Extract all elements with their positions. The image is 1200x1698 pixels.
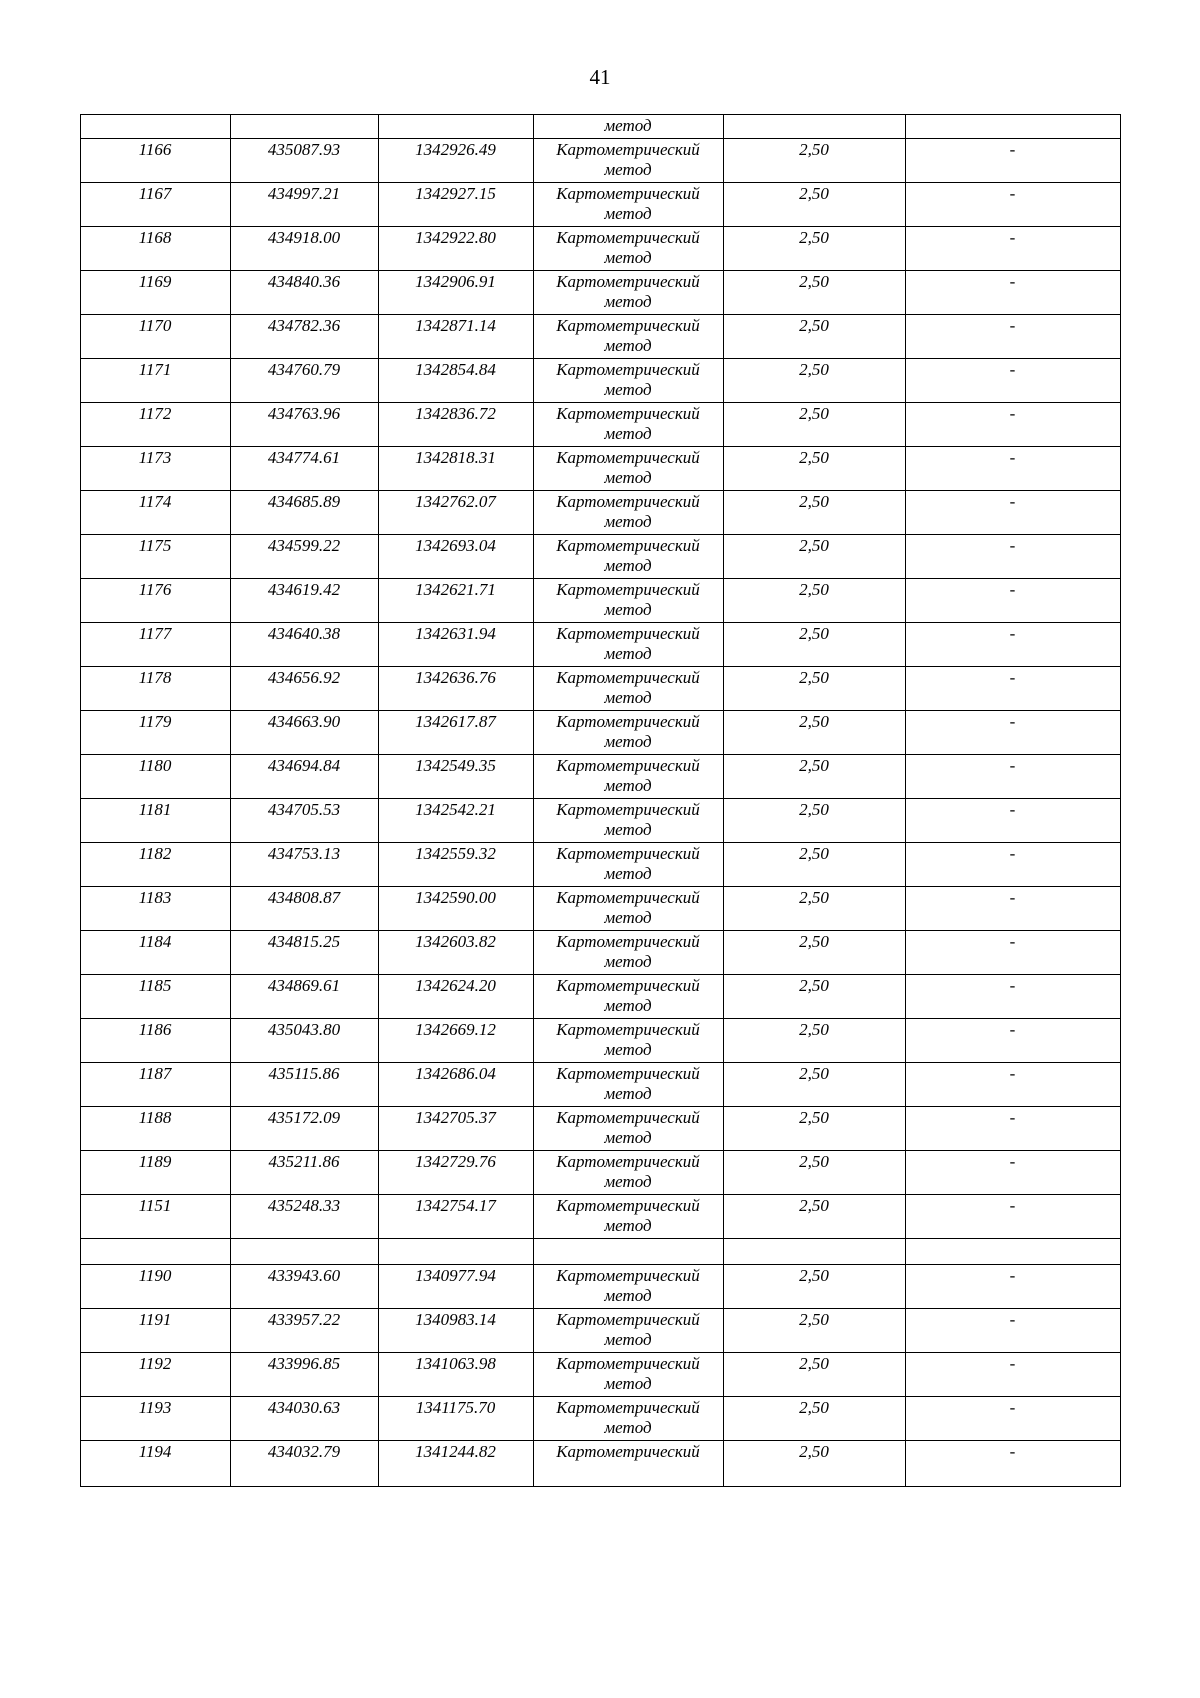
cell-coordinate-x: 435087.93 [230, 139, 378, 183]
cell-coordinate-x: 434685.89 [230, 491, 378, 535]
cell-coordinate-y: 1341175.70 [378, 1397, 533, 1441]
cell-coordinate-x: 434705.53 [230, 799, 378, 843]
cell-accuracy: 2,50 [723, 491, 905, 535]
cell-note: - [905, 711, 1120, 755]
point-row-1172 [80, 403, 1120, 447]
point-row-1186 [80, 1019, 1120, 1063]
cell-point-number: 1186 [80, 1019, 230, 1063]
cell-note: - [905, 755, 1120, 799]
cell-coordinate-y [378, 1239, 533, 1265]
cell-coordinate-y: 1342590.00 [378, 887, 533, 931]
cell-coordinate-y: 1342542.21 [378, 799, 533, 843]
cell-point-number: 1193 [80, 1397, 230, 1441]
cell-coordinate-y: 1342922.80 [378, 227, 533, 271]
point-row-1192 [80, 1353, 1120, 1397]
cell-note: - [905, 1063, 1120, 1107]
cell-accuracy: 2,50 [723, 1353, 905, 1397]
cell-point-number: 1181 [80, 799, 230, 843]
cell-coordinate-y: 1342926.49 [378, 139, 533, 183]
point-row-1169 [80, 271, 1120, 315]
cell-note: - [905, 315, 1120, 359]
cell-note: - [905, 139, 1120, 183]
cell-coordinate-y: 1340983.14 [378, 1309, 533, 1353]
cell-method: Картометрический [533, 1441, 723, 1487]
cell-coordinate-x: 434815.25 [230, 931, 378, 975]
cell-coordinate-x: 433957.22 [230, 1309, 378, 1353]
cell-coordinate-y: 1342617.87 [378, 711, 533, 755]
point-row-1177 [80, 623, 1120, 667]
cell-coordinate-x: 435211.86 [230, 1151, 378, 1195]
cell-point-number: 1183 [80, 887, 230, 931]
point-row-1170 [80, 315, 1120, 359]
point-row-1193 [80, 1397, 1120, 1441]
cell-coordinate-y: 1342729.76 [378, 1151, 533, 1195]
cell-point-number: 1176 [80, 579, 230, 623]
cell-note: - [905, 1151, 1120, 1195]
cell-method: Картометрический метод [533, 843, 723, 887]
cell-note: - [905, 623, 1120, 667]
cell-point-number: 1174 [80, 491, 230, 535]
cell-point-number: 1192 [80, 1353, 230, 1397]
point-row-1173 [80, 447, 1120, 491]
cell-accuracy: 2,50 [723, 1309, 905, 1353]
cell-coordinate-x: 434694.84 [230, 755, 378, 799]
cell-coordinate-y: 1342549.35 [378, 755, 533, 799]
point-row-1171 [80, 359, 1120, 403]
cell-method [533, 1239, 723, 1265]
cell-point-number: 1182 [80, 843, 230, 887]
point-row-1176 [80, 579, 1120, 623]
cell-accuracy: 2,50 [723, 931, 905, 975]
cell-accuracy: 2,50 [723, 1195, 905, 1239]
cell-coordinate-x: 435115.86 [230, 1063, 378, 1107]
cell-note [905, 1239, 1120, 1265]
cell-point-number: 1177 [80, 623, 230, 667]
cell-coordinate-y: 1341244.82 [378, 1441, 533, 1487]
cell-accuracy: 2,50 [723, 359, 905, 403]
cell-coordinate-y: 1342906.91 [378, 271, 533, 315]
point-row-1194 [80, 1441, 1120, 1487]
cell-method: Картометрический метод [533, 183, 723, 227]
cell-accuracy: 2,50 [723, 1107, 905, 1151]
point-row-1187 [80, 1063, 1120, 1107]
point-row-1191 [80, 1309, 1120, 1353]
cell-method: Картометрический метод [533, 491, 723, 535]
cell-method: метод [533, 115, 723, 139]
cell-method: Картометрический метод [533, 711, 723, 755]
cell-coordinate-x: 434869.61 [230, 975, 378, 1019]
cell-point-number: 1178 [80, 667, 230, 711]
cell-note: - [905, 271, 1120, 315]
point-row-1175 [80, 535, 1120, 579]
cell-note: - [905, 359, 1120, 403]
cell-coordinate-x: 434997.21 [230, 183, 378, 227]
cell-coordinate-y: 1342927.15 [378, 183, 533, 227]
page-number: 41 [589, 65, 611, 89]
cell-point-number: 1180 [80, 755, 230, 799]
cell-note: - [905, 1195, 1120, 1239]
cell-coordinate-y: 1342693.04 [378, 535, 533, 579]
cell-point-number: 1184 [80, 931, 230, 975]
cell-accuracy: 2,50 [723, 1265, 905, 1309]
cell-point-number: 1151 [80, 1195, 230, 1239]
cell-accuracy [723, 115, 905, 139]
point-row-1178 [80, 667, 1120, 711]
cell-note: - [905, 579, 1120, 623]
cell-coordinate-y: 1340977.94 [378, 1265, 533, 1309]
cell-method: Картометрический метод [533, 1107, 723, 1151]
cell-coordinate-y: 1342631.94 [378, 623, 533, 667]
cell-coordinate-x: 434030.63 [230, 1397, 378, 1441]
cell-accuracy: 2,50 [723, 843, 905, 887]
cell-method: Картометрический метод [533, 1309, 723, 1353]
cell-accuracy: 2,50 [723, 403, 905, 447]
cell-coordinate-x: 434032.79 [230, 1441, 378, 1487]
cell-point-number: 1172 [80, 403, 230, 447]
cell-method: Картометрический метод [533, 1063, 723, 1107]
cell-note: - [905, 1019, 1120, 1063]
cell-coordinate-x: 435248.33 [230, 1195, 378, 1239]
cell-method: Картометрический метод [533, 1195, 723, 1239]
cell-method: Картометрический метод [533, 667, 723, 711]
cell-method: Картометрический метод [533, 315, 723, 359]
cell-method: Картометрический метод [533, 1151, 723, 1195]
cell-coordinate-x: 434840.36 [230, 271, 378, 315]
cell-method: Картометрический метод [533, 887, 723, 931]
cell-point-number: 1173 [80, 447, 230, 491]
cell-coordinate-x: 435172.09 [230, 1107, 378, 1151]
cell-accuracy: 2,50 [723, 271, 905, 315]
cell-accuracy: 2,50 [723, 227, 905, 271]
cell-method: Картометрический метод [533, 579, 723, 623]
point-row-1185 [80, 975, 1120, 1019]
cell-method: Картометрический метод [533, 1353, 723, 1397]
coordinates-table [80, 114, 1121, 1487]
carryover-row [80, 115, 1120, 139]
cell-point-number: 1194 [80, 1441, 230, 1487]
cell-coordinate-y: 1342621.71 [378, 579, 533, 623]
cell-accuracy: 2,50 [723, 315, 905, 359]
cell-point-number [80, 1239, 230, 1265]
point-row-1166 [80, 139, 1120, 183]
cell-coordinate-y: 1342836.72 [378, 403, 533, 447]
cell-accuracy: 2,50 [723, 183, 905, 227]
cell-accuracy: 2,50 [723, 535, 905, 579]
cell-point-number: 1185 [80, 975, 230, 1019]
cell-method: Картометрический метод [533, 227, 723, 271]
cell-accuracy: 2,50 [723, 1441, 905, 1487]
cell-coordinate-y: 1342603.82 [378, 931, 533, 975]
cell-method: Картометрический метод [533, 271, 723, 315]
cell-coordinate-x: 434656.92 [230, 667, 378, 711]
cell-note: - [905, 843, 1120, 887]
cell-note: - [905, 667, 1120, 711]
point-row-1168 [80, 227, 1120, 271]
cell-method: Картометрический метод [533, 931, 723, 975]
cell-note: - [905, 1265, 1120, 1309]
point-row-1188 [80, 1107, 1120, 1151]
cell-point-number: 1189 [80, 1151, 230, 1195]
cell-coordinate-x: 434774.61 [230, 447, 378, 491]
cell-method: Картометрический метод [533, 403, 723, 447]
cell-coordinate-x: 433996.85 [230, 1353, 378, 1397]
cell-note: - [905, 227, 1120, 271]
cell-coordinate-y: 1342871.14 [378, 315, 533, 359]
cell-coordinate-y: 1342669.12 [378, 1019, 533, 1063]
cell-method: Картометрический метод [533, 1265, 723, 1309]
cell-note: - [905, 1309, 1120, 1353]
cell-note: - [905, 403, 1120, 447]
cell-coordinate-y: 1342559.32 [378, 843, 533, 887]
cell-coordinate-y: 1342762.07 [378, 491, 533, 535]
cell-point-number: 1171 [80, 359, 230, 403]
cell-coordinate-y: 1342705.37 [378, 1107, 533, 1151]
cell-note: - [905, 799, 1120, 843]
cell-accuracy: 2,50 [723, 1397, 905, 1441]
cell-method: Картометрический метод [533, 1019, 723, 1063]
point-row-1151 [80, 1195, 1120, 1239]
cell-coordinate-x: 435043.80 [230, 1019, 378, 1063]
cell-note: - [905, 975, 1120, 1019]
point-row-1174 [80, 491, 1120, 535]
cell-note: - [905, 1441, 1120, 1487]
cell-point-number: 1175 [80, 535, 230, 579]
cell-accuracy: 2,50 [723, 623, 905, 667]
cell-coordinate-y: 1342818.31 [378, 447, 533, 491]
point-row-1183 [80, 887, 1120, 931]
cell-note: - [905, 1397, 1120, 1441]
cell-coordinate-y: 1342624.20 [378, 975, 533, 1019]
cell-coordinate-x: 434599.22 [230, 535, 378, 579]
point-row-1182 [80, 843, 1120, 887]
cell-coordinate-x: 433943.60 [230, 1265, 378, 1309]
cell-accuracy: 2,50 [723, 579, 905, 623]
cell-coordinate-y: 1341063.98 [378, 1353, 533, 1397]
cell-point-number: 1191 [80, 1309, 230, 1353]
point-row-1167 [80, 183, 1120, 227]
cell-accuracy: 2,50 [723, 667, 905, 711]
cell-coordinate-y: 1342854.84 [378, 359, 533, 403]
cell-point-number: 1166 [80, 139, 230, 183]
cell-note: - [905, 491, 1120, 535]
cell-point-number: 1179 [80, 711, 230, 755]
cell-note: - [905, 447, 1120, 491]
cell-point-number: 1190 [80, 1265, 230, 1309]
cell-coordinate-x: 434763.96 [230, 403, 378, 447]
cell-method: Картометрический метод [533, 359, 723, 403]
cell-note: - [905, 887, 1120, 931]
point-row-1180 [80, 755, 1120, 799]
cell-accuracy: 2,50 [723, 447, 905, 491]
cell-point-number: 1187 [80, 1063, 230, 1107]
cell-note: - [905, 931, 1120, 975]
cell-accuracy: 2,50 [723, 1019, 905, 1063]
cell-method: Картометрический метод [533, 975, 723, 1019]
cell-point-number: 1169 [80, 271, 230, 315]
cell-point-number: 1167 [80, 183, 230, 227]
cell-note: - [905, 1353, 1120, 1397]
cell-accuracy: 2,50 [723, 139, 905, 183]
cell-coordinate-x: 434753.13 [230, 843, 378, 887]
cell-method: Картометрический метод [533, 799, 723, 843]
cell-method: Картометрический метод [533, 1397, 723, 1441]
cell-method: Картометрический метод [533, 139, 723, 183]
cell-note: - [905, 183, 1120, 227]
cell-method: Картометрический метод [533, 755, 723, 799]
cell-method: Картометрический метод [533, 535, 723, 579]
point-row-1179 [80, 711, 1120, 755]
cell-coordinate-x [230, 115, 378, 139]
cell-point-number: 1188 [80, 1107, 230, 1151]
cell-coordinate-y: 1342686.04 [378, 1063, 533, 1107]
cell-note: - [905, 1107, 1120, 1151]
cell-point-number [80, 115, 230, 139]
cell-accuracy: 2,50 [723, 1063, 905, 1107]
point-row-1181 [80, 799, 1120, 843]
cell-coordinate-x: 434663.90 [230, 711, 378, 755]
point-row-1184 [80, 931, 1120, 975]
cell-coordinate-y: 1342754.17 [378, 1195, 533, 1239]
cell-coordinate-y [378, 115, 533, 139]
cell-method: Картометрический метод [533, 623, 723, 667]
cell-coordinate-x: 434782.36 [230, 315, 378, 359]
section-separator-row [80, 1239, 1120, 1265]
cell-accuracy: 2,50 [723, 755, 905, 799]
cell-coordinate-x [230, 1239, 378, 1265]
cell-method: Картометрический метод [533, 447, 723, 491]
cell-coordinate-x: 434619.42 [230, 579, 378, 623]
cell-note [905, 115, 1120, 139]
cell-coordinate-x: 434760.79 [230, 359, 378, 403]
cell-point-number: 1168 [80, 227, 230, 271]
cell-accuracy: 2,50 [723, 975, 905, 1019]
cell-point-number: 1170 [80, 315, 230, 359]
cell-accuracy: 2,50 [723, 887, 905, 931]
point-row-1189 [80, 1151, 1120, 1195]
cell-coordinate-x: 434808.87 [230, 887, 378, 931]
cell-note: - [905, 535, 1120, 579]
cell-coordinate-y: 1342636.76 [378, 667, 533, 711]
point-row-1190 [80, 1265, 1120, 1309]
cell-coordinate-x: 434918.00 [230, 227, 378, 271]
cell-accuracy [723, 1239, 905, 1265]
cell-accuracy: 2,50 [723, 799, 905, 843]
cell-coordinate-x: 434640.38 [230, 623, 378, 667]
cell-accuracy: 2,50 [723, 711, 905, 755]
cell-accuracy: 2,50 [723, 1151, 905, 1195]
